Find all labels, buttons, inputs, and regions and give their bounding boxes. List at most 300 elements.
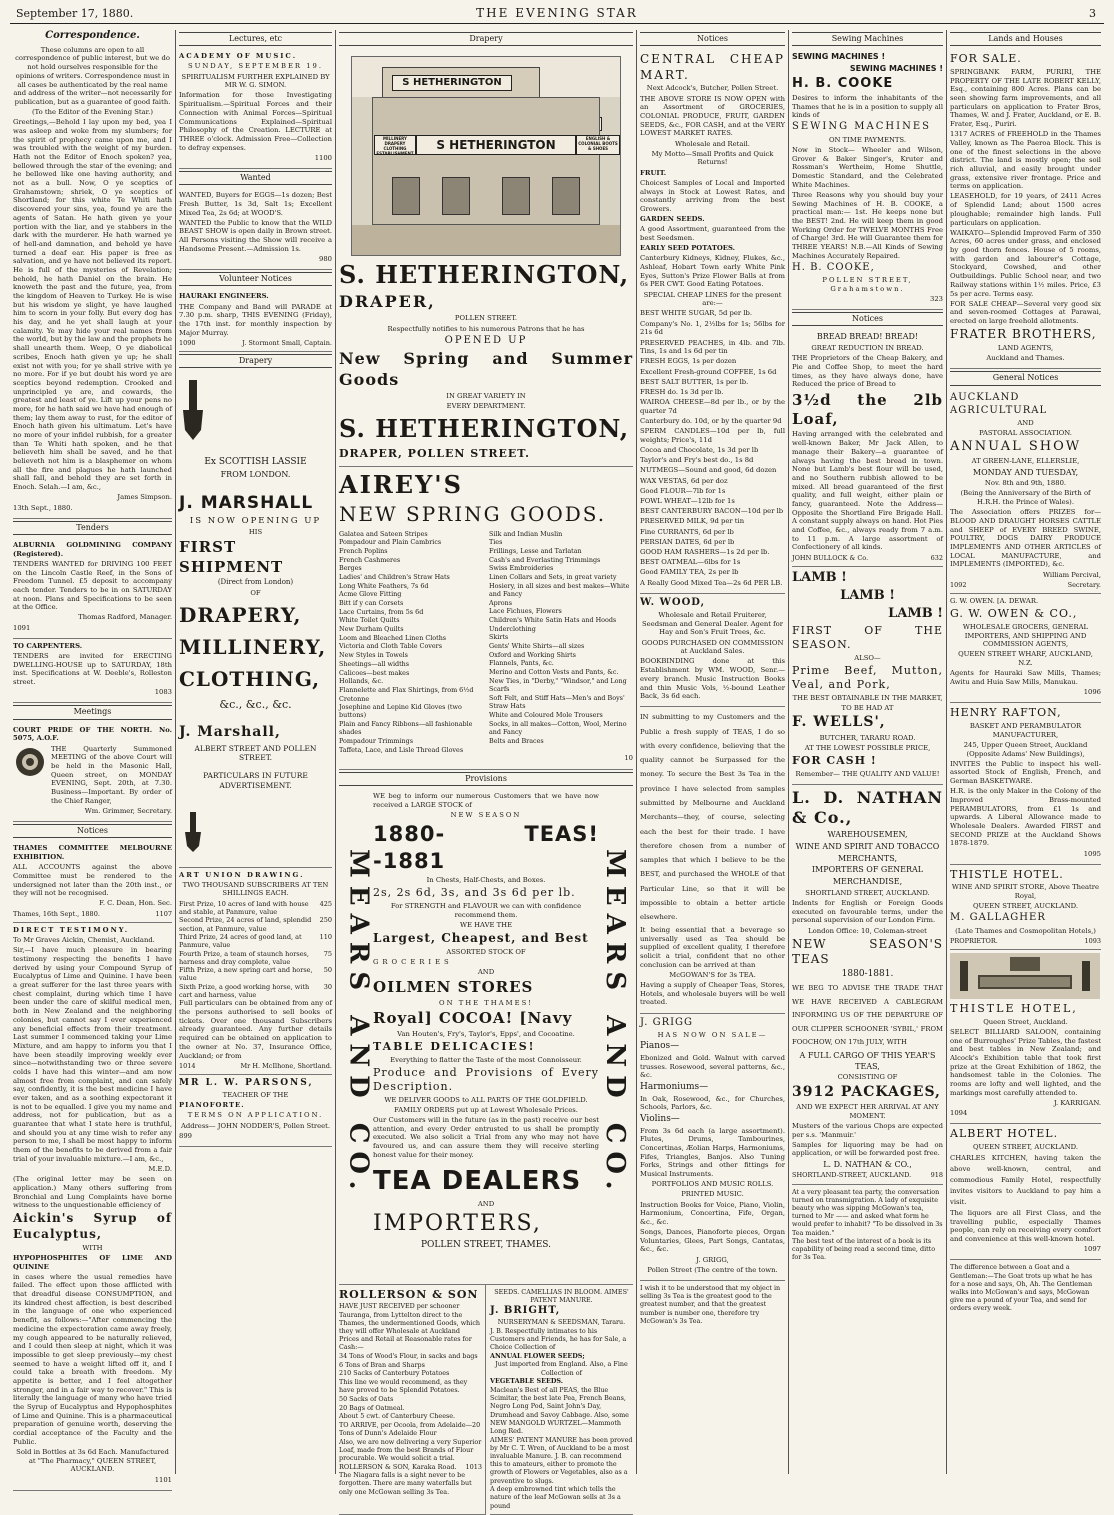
- airey-title: AIREY'S: [339, 470, 463, 500]
- ad-number: 980: [319, 255, 332, 264]
- cheap-mart-price-list: [640, 309, 785, 587]
- list-item: Belts and Braces: [489, 736, 544, 745]
- list-item: 210 Sacks of Canterbury Potatoes: [339, 1369, 450, 1378]
- mears-we-have: WE HAVE THE: [459, 920, 513, 929]
- nathan-packages: 3912 PACKAGES,: [792, 1083, 941, 1100]
- grigg-printed: PRINTED MUSIC.: [681, 1190, 744, 1199]
- shop-sign-main: S HETHERINGTON: [416, 135, 576, 155]
- bright-name: J. BRIGHT,: [490, 1304, 561, 1316]
- list-item: SPERM CANDLES—10d per lb, full weights; Price's, 11d: [640, 427, 785, 444]
- list-item: Plain and Fancy Ribbons—all fashionable shades: [339, 720, 473, 737]
- mcgowan-body: IN submitting to my Customers and the Public a fresh supply of TEAS, I do so with every confidence, believing that the quality cannot be Surpassed for the money. To secure the Best 3s Tea in the province I have selected from samples submitted by Melbourne and Auckland Merchants—they, of course, selecting each the best for their trade. I have therefore chosen from a number of samples that which I believe to be the BEST, and purchased the WHOLE of that Particular Line, so that it will be impossible to obtain a better article elsewhere.: [640, 713, 785, 922]
- rollerson-arrive: TO ARRIVE, per Ocoola, from Adelaide—20 Tons of Dunn's Adelaide Flour: [339, 1421, 481, 1438]
- academy-date: SUNDAY, SEPTEMBER 19.: [187, 62, 324, 71]
- court-body: THE Quarterly Summoned MEETING of the above Court will be held in the Masonic Hall, Queen street, on MONDAY EVENING, Sept. 20th, at 7.30. Business—Important. By order of the Chief Ranger,: [51, 744, 172, 805]
- marshall-clothing: CLOTHING,: [179, 666, 321, 691]
- list-item: Lace Curtains, from 5s 6d: [339, 607, 424, 616]
- hetherington-address: DRAPER, POLLEN STREET.: [339, 446, 530, 460]
- marshall-name: J. MARSHALL: [179, 492, 314, 513]
- notices-section-head: Notices: [13, 824, 172, 838]
- mcgowan-body-2: It being essential that a beverage so universally used as Tea should be supplied of excellent quality, I therefore solicit a trial, confident that no other conclusion can be arrived at than: [640, 925, 785, 969]
- nathan-consisting: CONSISTING OF: [837, 1073, 898, 1082]
- direct-testimony-body: Sir,—I have much pleasure in bearing testimony respecting the benefits I have derived by using your Compound Syrup of Eucalyptus of Lime and Quinine. I have been a great sufferer for the last three years with chest complaint, during which time I have been under the care of skilful medical men, both in New Zealand and the neighboring colonies, but cannot say I ever experienced any beneficial effects from their treatment. Last summer I commenced taking your Lime Mixture, and am happy to inform you that I have been steadily improving weekly ever since—notwithstanding two or three severe colds I have had this winter—and am now almost free from complaint, and can safely say, confidently, it is the best medicine I have ever taken, and as a soothing expectorant it is not to be equalled. I give you my name and address, not for publication, but as a guarantee that what I state here is truthful, and should you at any time wish to refer any person to me, I shall be most happy to inform them of the benefits to be derived from a fair trial of your invaluable mixture.—I am, &c.,: [13, 946, 172, 1163]
- thistle-2-street: Queen Street, Auckland.: [983, 1017, 1068, 1026]
- mears-address: POLLEN STREET, THAMES.: [420, 1239, 552, 1250]
- aickin-with: WITH: [82, 1243, 103, 1252]
- thistle-title: THISTLE HOTEL.: [950, 867, 1064, 881]
- mears-cocoa: Royal] COCOA! [Navy: [373, 1009, 573, 1028]
- tea-party-line: At a very pleasant tea party, the conversation turned on transmigration. A lady of exquisite beauty who was sipping McGowan's tea, turned to Mr —— and asked what form he would prefer to inhabit? "To be dissolved in 3s Tea maiden.": [792, 1187, 943, 1237]
- waikato-farm: WAIKATO—Splendid Improved Farm of 350 Acres, 60 acres under grass, and enclosed by good thorn fences. House of 5 rooms, with garden and labourer's Cottage, Stockyard, Cowshed, and other Outbuildings. Public School near, and two Railway stations within 1½ miles. Price, £3 5s per acre. Terms easy.: [950, 228, 1101, 298]
- marshall-opening: IS NOW OPENING UP: [189, 515, 322, 526]
- agri-at: AT GREEN-LANE, ELLERSLIE,: [971, 457, 1080, 466]
- list-item: Straw Hats: [489, 702, 526, 711]
- pointing-hand-icon: [179, 812, 207, 852]
- nathan-cargo: A FULL CARGO OF THIS YEAR'S TEAS,: [799, 1051, 936, 1071]
- cooke-signature: H. B. COOKE,: [792, 261, 875, 273]
- provisions-section-head: Provisions: [339, 772, 633, 786]
- lamb-butcher: BUTCHER, TARARU ROAD.: [819, 733, 916, 742]
- nathan-warehousemen: WAREHOUSEMEN,: [827, 830, 908, 840]
- agri-title: AUCKLAND AGRICULTURAL: [950, 391, 1048, 416]
- cheap-mart-body: THE ABOVE STORE IS NOW OPEN with an Assortment of GROCERIES, COLONIAL PRODUCE, FRUIT, GARDEN SEEDS, &c., FOR CASH, and at the VERY LOWEST MARKET RATES.: [640, 94, 785, 138]
- list-item: Socks, in all makes—Cotton, Wool, Merino and Fancy: [489, 719, 627, 736]
- list-item: French Poplins: [339, 546, 388, 555]
- lamb-lowest: AT THE LOWEST POSSIBLE PRICE,: [804, 743, 931, 752]
- lamb-3: LAMB !: [888, 606, 943, 622]
- letter-salutation: (To the Editor of the Evening Star.): [32, 108, 153, 117]
- ad-number: 1107: [155, 909, 172, 918]
- owen-title: G. W. OWEN & CO.,: [950, 607, 1078, 621]
- hetherington-name-2: S. HETHERINGTON,: [339, 414, 630, 444]
- list-item: Merino and Cotton Vests and Pants, &c.: [489, 668, 619, 677]
- nathan-new-teas: NEW SEASON'S TEAS: [792, 936, 943, 967]
- rafton-trade: BASKET AND PERAMBULATOR MANUFACTURER,: [969, 721, 1082, 739]
- ad-number: 1094: [950, 1109, 968, 1118]
- owen-body: WHOLESALE GROCERS, GENERAL IMPORTERS, AND SHIPPING AND COMMISSION AGENTS,: [962, 622, 1089, 649]
- nathan-advise: WE BEG TO ADVISE THE TRADE THAT WE HAVE RECEIVED A CABLEGRAM INFORMING US OF THE DEPARTURE OF OUR CLIPPER SCHOONER 'SYBIL,' FROM FOOCHOW, ON 17th JULY, WITH: [792, 983, 943, 1047]
- parsons-address: Address— JOHN NODDER'S, Pollen Street.: [180, 1121, 331, 1130]
- rollerson-title: ROLLERSON & SON: [339, 1287, 479, 1301]
- marshall-millinery: MILLINERY,: [179, 635, 327, 660]
- rafton-maker: H.R. is the only Maker in the Colony of the Improved Brass-mounted PERAMBULATORS, from £1 1s and upwards. A Liberal Allowance made to Wholesale Dealers. Awarded FIRST and SECOND PRIZE at the Auckland Shows 1878-1879.: [950, 787, 1101, 848]
- mcgowan-signature: McGOWAN'S for 3s TEA.: [669, 970, 756, 979]
- wood-title: W. WOOD,: [640, 596, 706, 608]
- ad-number: 1100: [314, 153, 332, 162]
- list-item: Cretonne: [339, 694, 370, 703]
- bread-body-2: Having arranged with the celebrated and well-known Baker, Mr Jack Allen, to manage their Bakery—a guarantee of always having the best bread in town. None but Lamb's best flour will be used, and no Southern rubbish allowed to be mixed. All bread guaranteed of the first quality, and full weight, either plain or fancy, guaranteed. Note the Address—Opposite the Shortland Fire Brigade Hall. A constant supply always on hand. Hot Pies and Coffee, &c., always ready from 7 a.m. to 11 p.m. A large assortment of Confectionery of all kinds.: [792, 430, 943, 552]
- frater-land-agents: LAND AGENTS,: [997, 344, 1054, 353]
- list-item: French Cashmeres: [339, 555, 401, 564]
- aickin-subtitle: HYPOPHOSPHITES OF LIME AND QUININE: [13, 1253, 172, 1271]
- column-5: [788, 30, 946, 1474]
- mears-largest: Largest, Cheapest, and Best: [373, 930, 589, 945]
- ad-number: 1093: [1084, 936, 1101, 945]
- nathan-street: SHORTLAND STREET, AUCKLAND.: [805, 888, 930, 897]
- bright-aimes: AIMES' PATENT MANURE has been proved by Mr C. T. Wren, of Auckland to be a most invaluable Manure. J. B. can recommend this to amateurs, either to promote the growth of Flowers or Vegetables, also as a preventive to slugs.: [490, 1435, 633, 1485]
- academy-body: Information for those Investigating Spiritualism.—Spiritual Forces and their Connection with Animal Forces—Spiritual Communications Explained—Spiritual Philosophy of the Creation. LECTURE at THREE o'clock. Admission Free—Collection to defray expenses.: [179, 91, 332, 152]
- bread-signature: JOHN BULLOCK & Co.: [792, 553, 869, 562]
- mears-strength: For STRENGTH and FLAVOUR we can with confidence recommend them.: [390, 901, 582, 919]
- thistle-2-title: THISTLE HOTEL,: [950, 1002, 1078, 1016]
- grigg-pianos-body: Ebonized and Gold. Walnut with carved trusses. Rosewood, several patterns, &c., &c.: [640, 1054, 785, 1080]
- list-item: Excellent Fresh-ground COFFEE, 1s 6d: [640, 367, 777, 376]
- order-emblem-icon: [13, 745, 47, 779]
- list-item: 50 Sacks of Oats: [339, 1394, 394, 1403]
- rafton-address: 245, Upper Queen Street, Auckland (Opposite Adams' New Buildings),: [963, 740, 1088, 758]
- cheap-mart-address: Next Adcock's, Butcher, Pollen Street.: [646, 84, 779, 93]
- shop-sign-millinery: MILLINERY DRAPERY CLOTHING ESTABLISHMENT: [374, 135, 416, 155]
- mcgowan-last: I wish it to be understood that my object in selling 3s Tea is the greatest good to the greatest number, and that the greatest number is number one, therefore try McGowan's 3s Tea.: [640, 1284, 781, 1325]
- parsons-terms: TERMS ON APPLICATION.: [187, 1111, 324, 1120]
- for-sale-title: FOR SALE.: [950, 52, 1022, 66]
- grigg-address: Pollen Street (The centre of the town.: [647, 1265, 778, 1274]
- cheap-mart-motto: My Motto—Small Profits and Quick Returns!: [651, 149, 774, 167]
- cooke-stock: Now in Stock— Wheeler and Wilson, Grover & Baker Singer's, Kruter and Rossman's Wertheim, Home Shuttle, Domestic Standard, and the Celebrated White Machines.: [792, 145, 943, 189]
- list-item: 20 Bags of Oatmeal.: [339, 1403, 405, 1412]
- list-item: Acme Glove Fitting: [339, 590, 402, 599]
- ad-number: 1014: [179, 1061, 196, 1070]
- mears-oilmen: OILMEN STORES: [373, 978, 534, 997]
- marshall-his: HIS: [248, 528, 263, 537]
- shop-sign-boots: ENGLISH & COLONIAL BOOTS & SHOES: [576, 135, 620, 155]
- bread-body: THE Proprietors of the Cheap Bakery, and Pie and Coffee Shop, to meet the hard times, as they have always done, have Reduced the price of Bread to: [792, 354, 943, 389]
- hetherington-variety: IN GREAT VARIETY IN: [446, 391, 526, 400]
- list-item: New Styles in Towels: [339, 651, 408, 660]
- academy-title: ACADEMY OF MUSIC.: [179, 52, 298, 61]
- thistle-2-signature: J. KARRIGAN.: [1053, 1098, 1101, 1107]
- ad-number: 323: [930, 294, 943, 303]
- marshall-name-2: J. Marshall,: [179, 724, 281, 741]
- bright-annual: ANNUAL FLOWER SEEDS;: [490, 1351, 585, 1360]
- hetherington-opened: OPENED UP: [444, 334, 528, 346]
- pointing-hand-icon: [179, 380, 207, 440]
- hetherington-dept: EVERY DEPARTMENT.: [446, 401, 526, 410]
- carpenters-title: TO CARPENTERS.: [13, 641, 83, 650]
- mears-on-thames: ON THE THAMES!: [439, 999, 533, 1008]
- lamb-also: ALSO—: [854, 653, 881, 662]
- nathan-wine: WINE AND SPIRIT AND TOBACCO: [795, 841, 940, 851]
- thames-committee-body: ALL ACCOUNTS against the above Committee must be rendered to the undersigned not later than the 20th inst., or they will not be recognised.: [13, 863, 172, 898]
- ad-number: 632: [930, 553, 943, 562]
- tenders-section-head: Tenders: [13, 521, 172, 535]
- bright-seeds: SEEDS. CAMELLIAS IN BLOOM. AIMES' PATENT MANURE.: [494, 1287, 629, 1304]
- list-item: NUTMEGS—Sound and good, 6d dozen: [640, 466, 777, 475]
- thames-committee-signature: F. C. Dean, Hon. Sec.: [99, 899, 172, 908]
- wood-body: Wholesale and Retail Fruiterer, Seedsman and General Dealer. Agent for Hay and Son's Fruit Trees, &c.: [642, 611, 783, 637]
- mears-body: Our Customers will in the future (as in the past) receive our best attention, and every Order entrusted to us shall be promptly executed. We also solicit a Trial from any who may not have favoured us, and can assure them they will receive sterling honest value for their money.: [373, 1115, 599, 1159]
- list-item: WAIROA CHEESE—8d per lb., or by the quarter 7d: [640, 398, 785, 415]
- bright-vegetable: VEGETABLE SEEDS.: [490, 1377, 564, 1386]
- rollerson-also: Also, we are now delivering a very Superior Loaf, made from the best Brands of Flour procurable. We would solicit a trial.: [339, 1437, 482, 1463]
- thistle-2-body: SELECT BILLIARD SALOON, containing one of Burroughes' Prize Tables, the fastest and best tables in New Zealand; and Alcock's Exhibition table that took first prize at the Great Exhibition of 1862, the handsomest table in the Colonies. The rooms are lofty and well lighted, and the markings most carefully attended to.: [950, 1027, 1101, 1097]
- hetherington-street: POLLEN STREET.: [454, 314, 518, 323]
- list-item: Cash's and Everlasting Trimmings: [489, 555, 601, 564]
- list-item: Skirts: [489, 633, 509, 642]
- list-item: WAX VESTAS, 6d per doz: [640, 476, 728, 485]
- nathan-indents: Indents for English or Foreign Goods executed on favourable terms, under the personal supervision of our London Firm.: [792, 898, 943, 925]
- agri-secretary: Secretary.: [1067, 580, 1101, 589]
- bread-subtitle: GREAT REDUCTION IN BREAD.: [811, 344, 924, 353]
- prize-row: First Prize, 10 acres of land with house and stable, at Panmure, value 425: [179, 899, 332, 916]
- albert-body: CHARLES KITCHEN, having taken the above well-known, central, and commodious Family Hotel, respectfully invites visitors to Auckland to pay him a visit.: [950, 1154, 1101, 1206]
- court-title: COURT PRIDE OF THE NORTH. No. 5075, A.O.F.: [13, 725, 172, 743]
- airey-subtitle: NEW SPRING GOODS.: [339, 502, 607, 527]
- mcgowan-having: Having a supply of Cheaper Teas, Stores, Hotels, and wholesale buyers will be well treated.: [640, 980, 785, 1007]
- agri-annual-show: ANNUAL SHOW: [950, 439, 1082, 455]
- rollerson-items: [339, 1352, 482, 1421]
- list-item: Oxford and Working Shirts: [489, 650, 576, 659]
- shop-sign-upper: S HETHERINGTON: [392, 75, 512, 91]
- list-item: Galatea and Sateen Stripes: [339, 529, 428, 538]
- art-union-signature: Mr H. McIlhone, Shortland.: [240, 1061, 332, 1070]
- lamb-first-season: FIRST OF THE SEASON.: [792, 624, 943, 652]
- sewing-title-2: SEWING MACHINES !: [849, 63, 943, 73]
- list-item: Cocoa and Chocolate, 1s 3d per lb: [640, 446, 759, 455]
- list-item: Good FLOUR—7lb for 1s: [640, 486, 726, 495]
- prize-row: Fifth Prize, a new spring cart and horse, value 50: [179, 966, 332, 983]
- thistle-street: QUEEN STREET, AUCKLAND.: [972, 902, 1079, 911]
- cheap-mart-special: SPECIAL CHEAP LINES for the present are:—: [643, 290, 782, 308]
- hetherington-name: S. HETHERINGTON,: [339, 260, 630, 290]
- aickin-body: in cases where the usual remedies have failed. The effect upon those afflicted with that dreadful disease CONSUMPTION, and its kindred chest affection, is best described in the language of one who experienced benefit, as follows:—"After commencing the medicine the expectoration came away freely, my cough appeared to be naturally relieved, and I could then sleep at night, which it was impossible to get sleep previously—my chest seemed to have a weight lifted off it, and I could take a breath with freedom. My appetite is better, and I feel altogether stronger, and in a fair way to recover." This is literally the language of many who have tried the Syrup of Eucalyptus and Hypophosphites of Lime and Quinine. This is a pharmaceutical preparation of genuine worth, deserving the cordial acceptance of the Faculty and the Public.: [13, 1272, 172, 1446]
- court-signature: Wm. Grimmer, Secretary.: [84, 806, 172, 815]
- carpenters-body: TENDERS are invited for ERECTING DWELLING-HOUSE up to SATURDAY, 18th inst. Specifications at W. Deeble's, Rolleston street.: [13, 652, 172, 687]
- albert-street: QUEEN STREET, AUCKLAND.: [972, 1142, 1079, 1151]
- column-3: [335, 30, 636, 1510]
- ad-number: 1097: [1083, 1245, 1101, 1254]
- thames-committee-date: Thames, 16th Sept., 1880.: [13, 909, 100, 918]
- nathan-london: London Office: 10, Coleman-street: [808, 926, 927, 935]
- cooke-reasons: Three Reasons why you should buy your Sewing Machines of H. B. COOKE, a practical man:— 1st. He keeps none but the BEST! 2nd. He will keep them in good Working Order for TWELVE MONTHS Free of Charge! 3rd. He will Guarantee them for THREE YEARS! N.B.—All Kinds of Sewing Machines Accurately Repaired.: [792, 190, 943, 260]
- column-1: [10, 30, 175, 1484]
- list-item: Berges: [339, 564, 362, 573]
- ad-number: 1083: [154, 688, 172, 697]
- airey-goods-right: [489, 530, 633, 755]
- list-item: Lace Fichues, Flowers: [489, 607, 562, 616]
- best-test-line: The best test of the interest of a book is its capability of being read a second time, ditto for 3s Tea.: [792, 1236, 936, 1262]
- list-item: Company's No. 1, 2½lbs for 1s; 56lbs for 21s 6d: [640, 319, 785, 337]
- thames-committee-title: THAMES COMMITTEE MELBOURNE EXHIBITION.: [13, 844, 172, 861]
- wanted-eggs: WANTED, Buyers for EGGS—1s dozen; Best Fresh Butter, 1s 3d, Salt 1s; Excellent Mixed Tea, 2s 6d; at WOOD'S.: [179, 191, 332, 217]
- list-item: BEST CANTERBURY BACON—10d per lb: [640, 507, 784, 516]
- drapery-section-head: Drapery: [339, 32, 633, 46]
- wanted-section-head: Wanted: [179, 171, 332, 185]
- list-item: Swiss Embroideries: [489, 564, 554, 573]
- list-item: Long White Feathers, 7s 6d: [339, 581, 429, 590]
- agri-being: (Being the Anniversary of the Birth of H.R.H. the Prince of Wales).: [960, 489, 1091, 507]
- art-union-title: ART UNION DRAWING.: [179, 870, 305, 879]
- mears-table: TABLE DELICACIES!: [373, 1040, 536, 1054]
- grigg-pianos: Pianos—: [640, 1041, 680, 1052]
- nathan-samples: Samples for liquoring may be had on application, or will be forwarded post free.: [792, 1140, 943, 1158]
- marshall-first-shipment: FIRST SHIPMENT: [179, 538, 284, 576]
- agri-signature: William Percival,: [1043, 570, 1101, 579]
- marshall-particulars: PARTICULARS IN FUTURE ADVERTISEMENT.: [203, 770, 308, 790]
- nathan-expect: AND WE EXPECT HER ARRIVAL AT ANY MOMENT.: [796, 1103, 939, 1120]
- grigg-name: J. GRIGG: [640, 1016, 694, 1028]
- prize-row: Second Prize, 24 acres of land, splendid section, at Panmure, value 250: [179, 916, 332, 933]
- lamb-prime: Prime Beef, Mutton, Veal, and Pork,: [792, 664, 943, 692]
- bread-price: 3½d the 2lb Loaf,: [792, 390, 943, 428]
- direct-testimony-note: (The original letter may be seen on application.) Many others suffering from Bronchial and Lung Complaints have borne witness to the unquestionable efficiency of: [13, 1175, 172, 1210]
- nathan-signature: L. D. NATHAN & CO.,: [823, 1159, 912, 1169]
- ad-number: 1095: [1083, 849, 1101, 858]
- list-item: Soft Felt, and Stiff Hats—Men's and Boys': [489, 693, 625, 702]
- bright-body: J. B. Respectfully intimates to his Customers and Friends, he has for Sale, a Choice Collection of: [490, 1326, 627, 1352]
- letter-body: Greetings,—Behold I lay upon my bed, yea I was asleep and woke from my slumbers; for the spirit of prophecy came upon me, and I was troubled with the weight of my burden. Hath not the Editor of Enoch spoken? yea, bellowed through the star of the evening; and he bellowed like one having authority, and not as a bull. Now, O ye sceptics of Grahamstown; shriek, O ye sceptics of Shortland; for this white Te Whiti hath discovered your sins, yea, found ye are the agents of Satan. He hath given ye your portion with the liar, and ye stabbers in the dark with the murderer. He hath warned ye of hell-and damnation, and behold ye have turned a deaf ear. His paper is free as salvation, and ye have not believed its report. He is full of the mysteries of Revelation; behold, he hath Daniel on the brain. He knoweth the past and the future, yea, from the kingdom of Heaven to Turkey. He is wise but his wisdom ye slight, ye have laughed him to scorn in your folly. But every dog has his day, and he yet shall laugh at your calamity. Ye may hide your real names from the world, but by the law and the prophets he shall unearth them. Weep, O ye diabolical scribes, Enoch hath given ye up; he shall exist not with you; for ye shall strive with ye no more. For if ye but doubt his word ye are sceptics beyond redemption. Crooked and unprincipled ye are, and cowards, the greatest and least of ye. Lift up your pens no more, for he hath said we have had enough of them; lay them away to rust, for the editor of Enoch hath given his ultimatum. Let's have no more of your infidel rubbish, for a greater than Te Whiti hath spoken, and he that believeth him shall be saved, and he that believeth not him is a blasphemer on whom all the fire and plagues he hath launched shall fall, and behold they are set forth in Enoch. Selah.—I am, &c.,: [13, 118, 172, 492]
- sewing-section-head: Sewing Machines: [792, 32, 943, 46]
- list-item: Pompadour Trimmings: [339, 737, 414, 746]
- acres-1317: 1317 ACRES of FREEHOLD in the Thames Valley, known as The Paeroa Block. This is one of the finest selections in the above district. The land is mostly open; the soil rich alluvial, and easily brought under grass, extensive river frontage. Price and terms on application.: [950, 130, 1101, 191]
- marshall-direct: (Direct from London): [217, 578, 294, 587]
- list-item: White and Coloured Mole Trousers: [489, 710, 603, 719]
- list-item: PRESERVED MILK, 9d per tin: [640, 517, 745, 526]
- sewing-title: SEWING MACHINES !: [792, 52, 886, 62]
- ad-number: 1096: [1083, 688, 1101, 697]
- mears-teas: 1880- TEAS! -1881: [373, 821, 599, 873]
- marshall-from: FROM LONDON.: [220, 470, 291, 480]
- list-item: This line we would recommend, as they have proved to be Splendid Potatoes.: [339, 1378, 468, 1395]
- marshall-drapery: DRAPERY,: [179, 603, 302, 628]
- list-item: About 5 cwt. of Canterbury Cheese.: [339, 1412, 456, 1421]
- grigg-signature: J. GRIGG,: [696, 1255, 729, 1264]
- marshall-ex-ship: Ex SCOTTISH LASSIE: [204, 457, 307, 468]
- mears-tea-dealers: TEA DEALERS: [373, 1166, 582, 1197]
- springbank-farm: SPRINGBANK FARM, PURIRI, THE PROPERTY OF THE LATE ROBERT KELLY, Esq., containing 800 Acres. Plans can be seen showing farm improvements, and all particulars on application to Frater Bros, Thames, W. and J. Frater, Auckland, or E. B. Frater, Esq., Puriri.: [950, 67, 1101, 128]
- leasehold: LEASEHOLD, for 19 years, of 2411 Acres of Splendid Land; about 1500 acres ploughable; remainder high lands. Full particulars on application.: [950, 192, 1101, 227]
- notices-section-head: Notices: [640, 32, 785, 46]
- alburnia-signature: Thomas Radford, Manager.: [78, 613, 172, 622]
- mears-chests: In Chests, Half-Chests, and Boxes.: [426, 876, 546, 885]
- wanted-wild-beast: WANTED the Public to know that the WILD BEAST SHOW is open daily in Brown street. All Persons visiting the Show will receive a Handsome Present.—Admission 1s.: [179, 218, 332, 253]
- list-item: PERSIAN DATES, 6d per lb: [640, 537, 735, 546]
- grigg-portfolios: PORTFOLIOS AND MUSIC ROLLS.: [651, 1180, 774, 1189]
- general-notices-head: General Notices: [950, 371, 1101, 385]
- ad-number: 1090: [179, 338, 196, 347]
- thistle-late: (Late Thames and Cosmopolitan Hotels,): [955, 926, 1096, 935]
- direct-testimony-signature: M.E.D.: [148, 1165, 172, 1173]
- agri-dates: Nov. 8th and 9th, 1880.: [984, 479, 1067, 488]
- list-item: Children's White Satin Hats and Hoods: [489, 615, 617, 624]
- agri-and: AND: [1017, 418, 1034, 427]
- list-item: Calicoes—best makes: [339, 668, 410, 677]
- cheap-mart-garden: GARDEN SEEDS.: [640, 215, 705, 224]
- thistle-wine: WINE AND SPIRIT STORE, Above Theatre Royal,: [951, 883, 1100, 901]
- list-item: Canterbury do. 10d, or by the quarter 9d: [640, 417, 782, 426]
- mears-intro: WE beg to inform our numerous Customers that we have now received a LARGE STOCK of: [373, 791, 599, 809]
- nathan-musters: Musters of the various Chops are expected per s.s. 'Manmuir.': [792, 1121, 943, 1139]
- list-item: FRESH EGGS, 1s per dozen: [640, 357, 737, 366]
- ad-number: 899: [179, 1131, 192, 1140]
- ad-number: 10: [624, 754, 633, 763]
- mears-produce: Produce and Provisions of Every Description.: [373, 1065, 599, 1093]
- list-item: FOWL WHEAT—12lb for 1s: [640, 497, 735, 506]
- list-item: White Toilet Quilts: [339, 616, 400, 625]
- owen-agents: Agents for Hauraki Saw Mills, Thames; Awitu and Huia Saw Mills, Manukau.: [950, 669, 1101, 686]
- issue-date: September 17, 1880.: [16, 7, 134, 20]
- lamb-best: THE BEST OBTAINABLE IN THE MARKET,: [792, 693, 943, 702]
- grigg-instruction: Instruction Books for Voice, Piano, Violin, Harmonium, Concertina, Fife, Organ, &c., &c.: [640, 1200, 785, 1226]
- list-item: GOOD HAM RASHERS—1s 2d per lb.: [640, 547, 770, 556]
- airey-goods-list: [339, 530, 633, 755]
- list-item: Aprons: [489, 598, 513, 607]
- cooke-name: H. B. COOKE: [792, 75, 894, 91]
- drapery-section-head: Drapery: [179, 354, 332, 368]
- list-item: New Ties, in "Derby," "Windsor," and Long Scarfs: [489, 676, 627, 693]
- goat-line: The difference between a Goat and a Gentleman:—The Goat trots up what he has for a nose and says, Oh, Ah. The Gentleman walks into McGowan's and says, McGowan give me a pound of your Tea, and send for orders every week.: [950, 1263, 1093, 1313]
- mears-and: AND: [477, 968, 495, 977]
- list-item: Flannels, Pants, &c.: [489, 659, 554, 668]
- grigg-violins-body: From 3s 6d each (a large assortment). Flutes, Drums, Tambourines, Concertinas, Æolian Harps, Harmoniums, Fifes, Triangles, Banjos. Also Tuning Forks, Strings and other fittings for Musical Instruments.: [640, 1126, 785, 1178]
- agri-days: MONDAY AND TUESDAY,: [972, 467, 1079, 477]
- airey-goods-left: [339, 530, 483, 755]
- list-item: FRESH do. 1s 3d per lb.: [640, 387, 724, 396]
- volunteer-section-head: Volunteer Notices: [179, 272, 332, 286]
- list-item: Frillings, Lesse and Tarlatan: [489, 546, 582, 555]
- hauraki-signature: J. Stormont Small, Captain.: [242, 338, 332, 347]
- art-union-subtitle: TWO THOUSAND SUBSCRIBERS AT TEN SHILLINGS EACH.: [182, 880, 329, 898]
- billiard-saloon-engraving: [950, 953, 1100, 999]
- list-item: Good FAMILY TEA, 2s per lb: [640, 568, 739, 577]
- art-union-body: Full particulars can be obtained from any of the persons authorised to sell books of tickets. Over one thousand Subscribers already guaranteed. Any further details required can be obtained on application to the owner at No. 37, Insurance Office, Auckland; or from: [179, 999, 332, 1060]
- parsons-title: MR L. W. PARSONS,: [179, 1078, 314, 1088]
- lamb-wells: F. WELLS',: [792, 714, 886, 731]
- list-item: Gents' White Shirts—all sizes: [489, 641, 585, 650]
- cooke-time: ON TIME PAYMENTS.: [828, 135, 907, 144]
- notices-section-head: Notices: [792, 312, 943, 326]
- list-item: Hollands, &c.: [339, 677, 384, 686]
- correspondence-heading: Correspondence.: [45, 30, 140, 41]
- list-item: Flannelette and Flax Shirtings, from 6½d: [339, 685, 474, 694]
- parsons-subtitle: TEACHER OF THE: [222, 1091, 289, 1100]
- prize-row: Fourth Prize, a team of staunch horses, harness and dray complete, value 75: [179, 949, 332, 966]
- list-item: Underclothing: [489, 624, 536, 633]
- nathan-years: 1880-1881.: [841, 968, 894, 979]
- lamb-2: LAMB !: [840, 588, 895, 604]
- albert-title: ALBERT HOTEL.: [950, 1127, 1059, 1141]
- agri-offers: The Association offers PRIZES for— BLOOD AND DRAUGHT HORSES CATTLE and SHEEP of EVERY BREED SWINE, POULTRY, DOGS DAIRY PRODUCE IMPLEMENTS AND OTHER ARTICLES of LOCAL MANUFACTURE, and IMPLEMENTS (IMPORTED), &c.: [950, 508, 1101, 569]
- cooke-address: POLLEN STREET, Grahamstown.: [822, 276, 913, 293]
- list-item: PRESERVED PEACHES, in 4lb. and 7lb. Tins, 1s and 1s 6d per tin: [640, 338, 785, 356]
- ad-number: 1092: [950, 580, 967, 589]
- cheap-mart-potatoes-body: Canterbury Kidneys, Kidney, Flukes, &c., Ashleaf, Hobart Town early White Pink Eyes, Sutton's Prize Flower Balls at from 6s PER CWT. Good Eating Potatoes.: [640, 254, 785, 289]
- direct-testimony-title: DIRECT TESTIMONY.: [13, 925, 130, 934]
- thistle-proprietor: PROPRIETOR.: [950, 936, 998, 945]
- albert-body-2: The liquors are all First Class, and the travelling public, especially Thames people, can rely on receiving every comfort and convenience at this well-known hotel.: [950, 1208, 1101, 1243]
- grigg-songs: Songs, Dances, Pianoforte pieces, Organ Voluntaries, Glees, Part Songs, Cantatas, &c., &c.: [640, 1228, 785, 1254]
- marshall-address: ALBERT STREET AND POLLEN STREET.: [194, 743, 317, 763]
- cheap-cottages: FOR SALE CHEAP—Several very good six and seven-roomed Cottages at Parawai, erected on large freehold allotments.: [950, 299, 1101, 326]
- nathan-name: L. D. NATHAN & Co.,: [792, 787, 943, 828]
- list-item: A Really Good Mixed Tea—2s 6d PER LB.: [640, 578, 783, 587]
- mears-deliver: WE DELIVER GOODS to ALL PARTS OF THE GOLDFIELD.: [384, 1095, 588, 1104]
- aickin-footer: Sold in Bottles at 3s 6d Each. Manufactured at "The Pharmacy," QUEEN STREET, AUCKLAND.: [16, 1447, 169, 1474]
- owen-address: QUEEN STREET WHARF, AUCKLAND, N.Z.: [958, 650, 1093, 668]
- correspondence-note: These columns are open to all correspondence of public interest, but we do not hold ourselves responsible for the opinions of writers. Correspondence must in all cases be authenticated by the real name and address of the writer—not necessarily for publication, but as a guarantee of good faith.: [13, 45, 172, 106]
- marshall-etc: &c., &c., &c.: [219, 698, 292, 712]
- grigg-harmoniums: Harmoniums—: [640, 1081, 709, 1092]
- nathan-merchants: MERCHANTS,: [837, 853, 897, 863]
- ad-number: 918: [930, 1171, 943, 1180]
- hetherington-draper: DRAPER,: [339, 292, 436, 312]
- alburnia-title: ALBURNIA GOLDMINING COMPANY (Registered).: [13, 540, 172, 558]
- hauraki-body: THE Company and Band will PARADE at 7.30 p.m. sharp, THIS EVENING (Friday), the 17th inst. for monthly inspection by Major Murray.: [179, 302, 332, 337]
- mears-houten: Van Houten's, Fry's, Taylor's, Epps', and Cocoatine.: [397, 1029, 575, 1038]
- list-item: Josephine and Lepine Kid Gloves (two buttons): [339, 703, 462, 720]
- list-item: Hosiery, in all sizes and best makes—White and Fancy: [489, 581, 630, 598]
- cheap-mart-potatoes: EARLY SEED POTATOES.: [640, 244, 736, 253]
